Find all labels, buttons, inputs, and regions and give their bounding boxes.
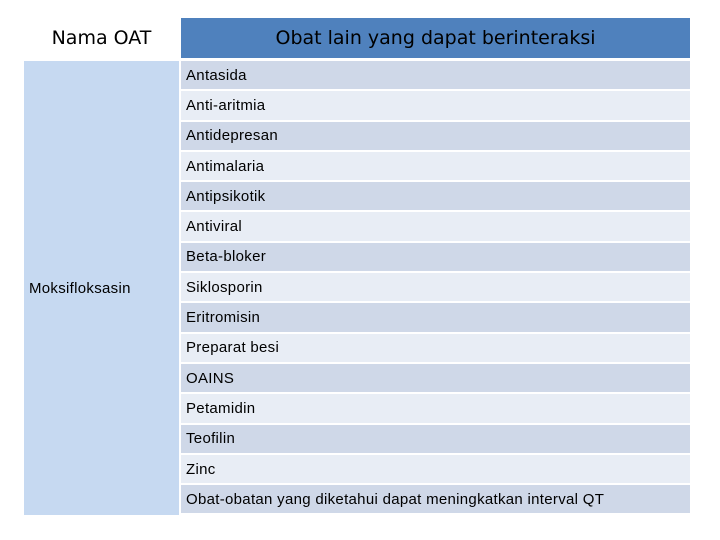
table-row: Antipsikotik [181, 182, 690, 210]
table-row: OAINS [181, 364, 690, 392]
header-nama-oat: Nama OAT [24, 18, 179, 58]
interaction-rows [181, 61, 690, 515]
table-row: Eritromisin [181, 303, 690, 331]
table-header [24, 18, 690, 58]
table-row: Antidepresan [181, 122, 690, 150]
table-row: Antasida [181, 61, 690, 89]
table-body [24, 61, 690, 515]
table-row: Beta-bloker [181, 243, 690, 271]
header-obat-lain: Obat lain yang dapat berinteraksi [181, 18, 690, 58]
table-row: Obat-obatan yang diketahui dapat meningkatkan interval QT [181, 485, 690, 513]
table-row: Petamidin [181, 394, 690, 422]
table-row: Zinc [181, 455, 690, 483]
drug-name-cell: Moksifloksasin [24, 61, 179, 515]
table-row: Antimalaria [181, 152, 690, 180]
table-row: Antiviral [181, 212, 690, 240]
interaction-table [24, 18, 690, 515]
table-row: Teofilin [181, 425, 690, 453]
table-row: Siklosporin [181, 273, 690, 301]
table-row: Anti-aritmia [181, 91, 690, 119]
table-row: Preparat besi [181, 334, 690, 362]
